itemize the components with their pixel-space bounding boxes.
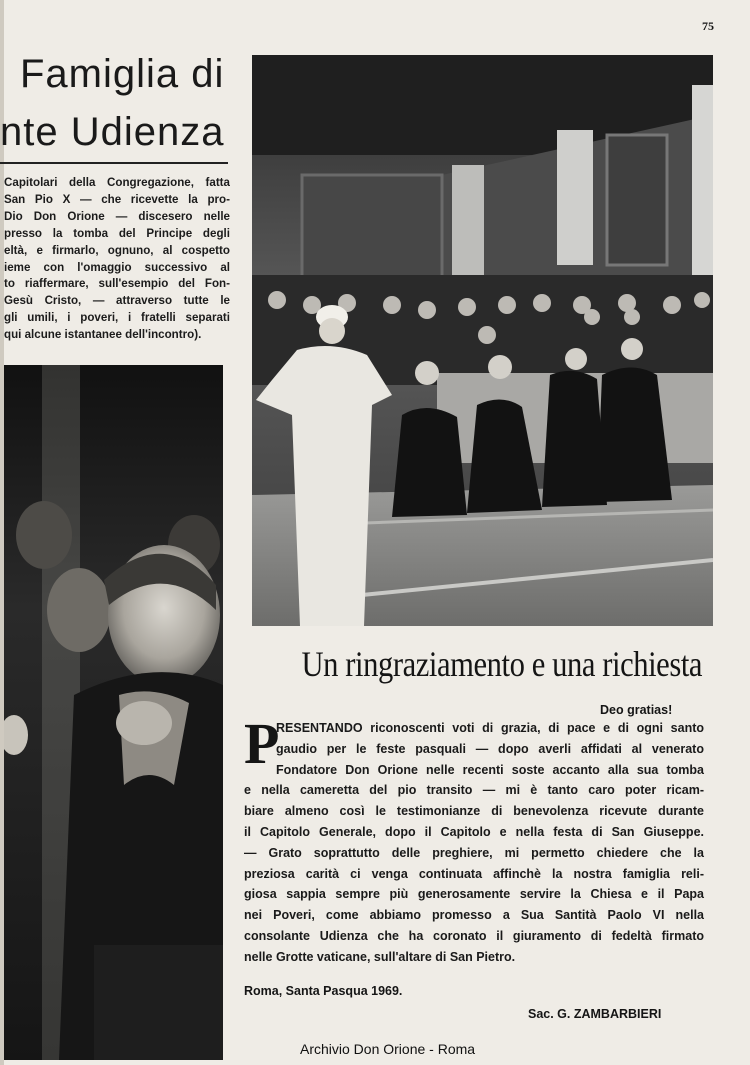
body-line: giosa sappia sempre più generosamente servire la Chiesa e il Papa xyxy=(244,887,704,902)
caption-line: gli umili, i poveri, i fratelli separati xyxy=(4,311,230,325)
drop-cap: P xyxy=(244,711,280,776)
caption-line: to riaffermare, sull'esempio del Fon- xyxy=(4,277,230,291)
body-line: RESENTANDO riconoscenti voti di grazia, di pace e di ogni santo xyxy=(276,721,704,735)
greeting: Deo gratias! xyxy=(600,703,673,717)
headline-line-1: Famiglia di xyxy=(20,52,225,96)
article-title: Un ringraziamento e una richiesta xyxy=(301,644,703,684)
body-line: gaudio per le feste pasquali — dopo averli affidati al venerato xyxy=(276,741,704,756)
photo-caption xyxy=(4,175,230,344)
body-line: il Capitolo Generale, dopo il Capitolo e nella festa di San Giuseppe. xyxy=(244,824,704,839)
article-body xyxy=(244,711,704,968)
caption-line: eltà, e firmarlo, ognuno, al cospetto xyxy=(4,243,230,257)
caption-line: San Pio X — che ricevette la pro- xyxy=(4,192,230,206)
headline-rule xyxy=(0,162,228,164)
caption-line: qui alcune istantanee dell'incontro). xyxy=(4,328,202,342)
body-line: Fondatore Don Orione nelle recenti soste accanto alla sua tomba xyxy=(276,762,704,777)
body-line: preziosa carità ci venga continuata affinchè la nostra famiglia reli- xyxy=(244,866,704,881)
archive-footer: Archivio Don Orione - Roma xyxy=(300,1041,476,1057)
caption-line: ieme con l'omaggio successivo al xyxy=(4,260,230,274)
page-number: 75 xyxy=(702,19,714,33)
body-line: nei Poveri, come abbiamo promesso a Sua Santità Paolo VI nella xyxy=(244,908,704,923)
caption-line: Capitolari della Congregazione, fatta xyxy=(4,176,230,189)
signature: Sac. G. ZAMBARBIERI xyxy=(528,1007,662,1021)
dateline: Roma, Santa Pasqua 1969. xyxy=(244,984,403,998)
caption-line: Gesù Cristo, — attraverso tutte le xyxy=(4,294,230,308)
body-line: biare almeno così le testimonianze di benevolenza ricevute durante xyxy=(244,804,704,819)
body-line: consolante Udienza che ha coronato il giuramento di fedeltà firmato xyxy=(244,928,704,943)
headline-line-2: nte Udienza xyxy=(0,110,225,154)
priest-portrait-photo xyxy=(4,365,223,1060)
body-line: nelle Grotte vaticane, sull'altare di San Pietro. xyxy=(244,949,516,964)
caption-line: Dio Don Orione — discesero nelle xyxy=(4,209,230,223)
body-line: e nella cameretta del pio transito — mi è tanto caro poter ricam- xyxy=(244,783,704,798)
papal-audience-photo xyxy=(252,55,713,626)
caption-line: presso la tomba del Principe degli xyxy=(4,226,230,240)
body-line: — Grato soprattutto delle preghiere, mi permetto chiedere che la xyxy=(244,845,704,860)
